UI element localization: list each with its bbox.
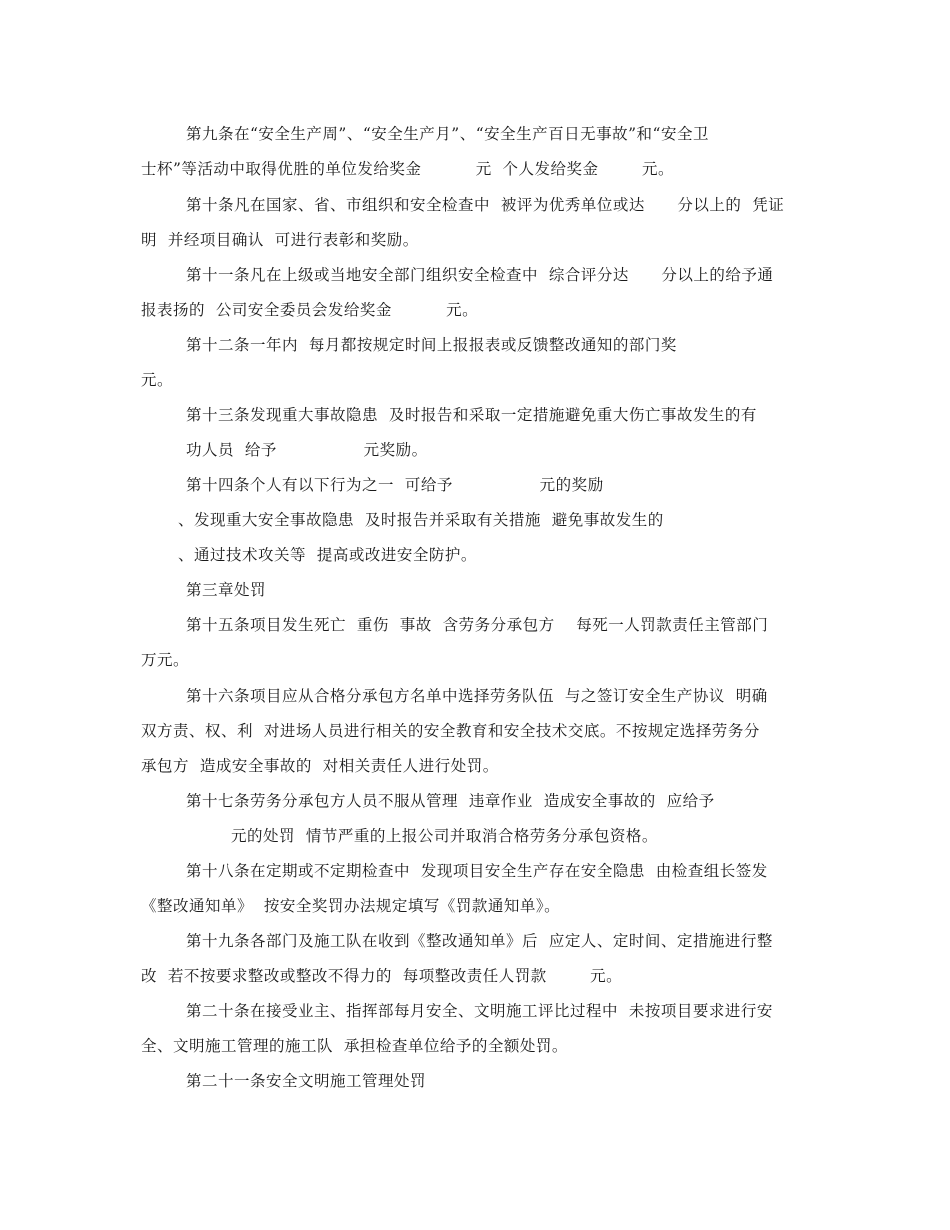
text-line: 万元。 bbox=[141, 651, 190, 669]
text-line: 功人员 给予 元奖励。 bbox=[186, 441, 428, 459]
text-line: 全、文明施工管理的施工队 承担检查单位给予的全额处罚。 bbox=[141, 1037, 568, 1055]
chapter-heading: 第三章处罚 bbox=[186, 581, 267, 599]
text-line: 第十四条个人有以下行为之一 可给予 元的奖励 bbox=[186, 476, 604, 494]
text-line: 《整改通知单》 按安全奖罚办法规定填写《罚款通知单》。 bbox=[141, 897, 561, 915]
text-line: 第十一条凡在上级或当地安全部门组织安全检查中 综合评分达 分以上的给予通 bbox=[186, 266, 774, 284]
text-line: 第二十条在接受业主、指挥部每月安全、文明施工评比过程中 未按项目要求进行安 bbox=[186, 1002, 773, 1020]
text-line: 第九条在“安全生产周”、“安全生产月”、“安全生产百日无事故”和“安全卫 bbox=[186, 125, 709, 143]
text-line: 第十八条在定期或不定期检查中 发现项目安全生产存在安全隐患 由检查组长签发 bbox=[186, 862, 768, 880]
text-line: 第十二条一年内 每月都按规定时间上报报表或反馈整改通知的部门奖 bbox=[186, 336, 677, 354]
text-line: 明 并经项目确认 可进行表彰和奖励。 bbox=[141, 231, 419, 249]
text-line: 元。 bbox=[141, 371, 174, 389]
text-line: 第十条凡在国家、省、市组织和安全检查中 被评为优秀单位或达 分以上的 凭证 bbox=[186, 196, 785, 214]
text-line: 元的处罚 情节严重的上报公司并取消合格劳务分承包资格。 bbox=[231, 827, 658, 845]
text-line: 第十六条项目应从合格分承包方名单中选择劳务队伍 与之签订安全生产协议 明确 bbox=[186, 687, 768, 705]
text-line: 承包方 造成安全事故的 对相关责任人进行处罚。 bbox=[141, 757, 499, 775]
text-line: 双方责、权、利 对进场人员进行相关的安全教育和安全技术交底。不按规定选择劳务分 bbox=[141, 722, 760, 740]
text-line: 第十三条发现重大事故隐患 及时报告和采取一定措施避免重大伤亡事故发生的有 bbox=[186, 406, 757, 424]
text-line: 、发现重大安全事故隐患 及时报告并采取有关措施 避免事故发生的 bbox=[178, 511, 664, 529]
text-line: 改 若不按要求整改或整改不得力的 每项整改责任人罚款 元。 bbox=[141, 967, 623, 985]
text-line: 第二十一条安全文明施工管理处罚 bbox=[186, 1072, 427, 1090]
text-line: 报表扬的 公司安全委员会发给奖金 元。 bbox=[141, 301, 479, 319]
text-line: 、通过技术攻关等 提高或改进安全防护。 bbox=[178, 546, 477, 564]
text-line: 士杯”等活动中取得优胜的单位发给奖金 元 个人发给奖金 元。 bbox=[141, 160, 674, 178]
text-line: 第十七条劳务分承包方人员不服从管理 违章作业 造成安全事故的 应给予 bbox=[186, 792, 715, 810]
text-line: 第十五条项目发生死亡 重伤 事故 含劳务分承包方 每死一人罚款责任主管部门 bbox=[186, 616, 769, 634]
text-line: 第十九条各部门及施工队在收到《整改通知单》后 应定人、定时间、定措施进行整 bbox=[186, 932, 773, 950]
